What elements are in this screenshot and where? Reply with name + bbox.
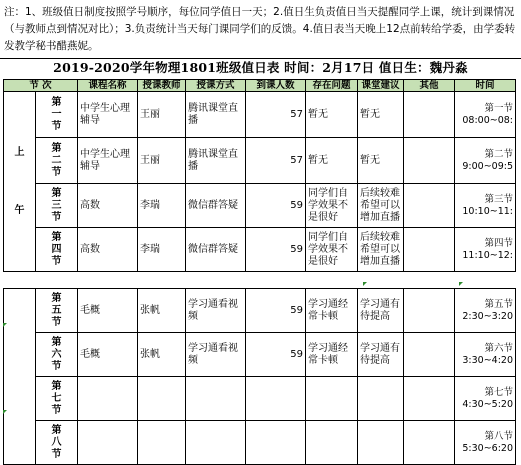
table-row (4, 138, 516, 184)
teacher-cell: 李瑞 (138, 184, 186, 228)
break-row (4, 272, 516, 289)
attendance-cell: 57 (246, 138, 306, 184)
table-row (4, 421, 516, 465)
issues-cell: 学习通经常卡顿 (306, 289, 358, 333)
time-cell (455, 92, 516, 138)
suggestions-cell (358, 377, 404, 421)
course-cell: 毛概 (78, 333, 138, 377)
method-cell: 微信群答疑 (186, 228, 246, 272)
method-cell: 腾讯课堂直播 (186, 138, 246, 184)
suggestions-cell: 学习通有待提高 (358, 289, 404, 333)
course-cell: 毛概 (78, 289, 138, 333)
other-cell (404, 377, 455, 421)
session-afternoon (4, 289, 36, 465)
comment-marker-icon (459, 282, 463, 286)
course-cell (78, 421, 138, 465)
other-cell (404, 333, 455, 377)
header-row (4, 80, 516, 92)
issues-cell: 学习通经常卡顿 (306, 333, 358, 377)
period-cell: 第三节 (36, 184, 78, 228)
time-cell (455, 421, 516, 465)
teacher-cell: 王丽 (138, 138, 186, 184)
table-title: 2019-2020学年物理1801班级值日表 时间：2月17日 值日生：魏丹淼 (53, 60, 468, 75)
header-session: 节 次 (4, 80, 78, 92)
issues-cell: 暂无 (306, 138, 358, 184)
period-cell: 第六节 (36, 333, 78, 377)
other-cell (404, 138, 455, 184)
time-range: 3:30~4:20 (462, 354, 513, 366)
suggestions-cell: 暂无 (358, 92, 404, 138)
time-range: 08:00~08: (462, 114, 513, 126)
period-cell: 第一节 (36, 92, 78, 138)
other-cell (404, 421, 455, 465)
attendance-cell: 57 (246, 92, 306, 138)
break-cell (4, 272, 516, 289)
time-label: 第三节 (484, 193, 513, 205)
teacher-cell (138, 377, 186, 421)
course-cell: 中学生心理辅导 (78, 92, 138, 138)
time-cell (455, 333, 516, 377)
teacher-cell: 张帆 (138, 333, 186, 377)
attendance-cell: 59 (246, 228, 306, 272)
time-cell (455, 377, 516, 421)
table-row (4, 184, 516, 228)
course-cell: 高数 (78, 228, 138, 272)
period-cell: 第八节 (36, 421, 78, 465)
method-cell: 微信群答疑 (186, 184, 246, 228)
time-cell (455, 138, 516, 184)
instruction-note: 注：1、班级值日制度按照学号顺序，每位同学值日一天；2.值日生负责值日当天提醒同学上课，统计到课情况（与教师点到情况对比）；3.负责统计当天每门课同学们的反馈。4.值日表当天晚上12点前转给学委，由学委转发教学秘书醋燕妮。 (4, 6, 516, 52)
table-row (4, 228, 516, 272)
time-label: 第八节 (484, 430, 513, 442)
issues-cell: 同学们自学效果不是很好 (306, 184, 358, 228)
attendance-cell (246, 421, 306, 465)
header-time: 时间 (455, 80, 516, 92)
table-row (4, 92, 516, 138)
attendance-cell: 59 (246, 184, 306, 228)
session-morning-label: 上午 (14, 146, 25, 216)
method-cell (186, 421, 246, 465)
header-attendance: 到课人数 (246, 80, 306, 92)
comment-marker-icon (3, 323, 7, 327)
other-cell (404, 228, 455, 272)
header-course: 课程名称 (78, 80, 138, 92)
method-cell (186, 377, 246, 421)
other-cell (404, 289, 455, 333)
table-row (4, 333, 516, 377)
comment-marker-icon (363, 282, 367, 286)
suggestions-cell: 后续较难希望可以增加直播 (358, 228, 404, 272)
issues-cell (306, 421, 358, 465)
teacher-cell: 张帆 (138, 289, 186, 333)
issues-cell: 暂无 (306, 92, 358, 138)
course-cell: 中学生心理辅导 (78, 138, 138, 184)
time-cell (455, 184, 516, 228)
period-cell: 第五节 (36, 289, 78, 333)
time-label: 第六节 (484, 342, 513, 354)
time-label: 第七节 (484, 386, 513, 398)
teacher-cell: 王丽 (138, 92, 186, 138)
time-range: 11:10~12: (462, 249, 513, 261)
header-suggestions: 课堂建议 (358, 80, 404, 92)
method-cell: 学习通看视频 (186, 333, 246, 377)
attendance-cell: 59 (246, 289, 306, 333)
time-range: 4:30~5:20 (462, 398, 513, 410)
header-method: 授课方式 (186, 80, 246, 92)
duty-table (3, 79, 516, 465)
time-range: 10:10~11: (462, 205, 513, 217)
time-label: 第五节 (484, 298, 513, 310)
time-label: 第二节 (484, 148, 513, 160)
suggestions-cell (358, 421, 404, 465)
header-issues: 存在问题 (306, 80, 358, 92)
method-cell: 腾讯课堂直播 (186, 92, 246, 138)
teacher-cell (138, 421, 186, 465)
table-row (4, 377, 516, 421)
time-label: 第一节 (484, 102, 513, 114)
method-cell: 学习通看视频 (186, 289, 246, 333)
attendance-cell: 59 (246, 333, 306, 377)
suggestions-cell: 暂无 (358, 138, 404, 184)
comment-marker-icon (3, 410, 7, 414)
other-cell (404, 184, 455, 228)
period-cell: 第四节 (36, 228, 78, 272)
attendance-cell (246, 377, 306, 421)
time-range: 9:00~09:5 (462, 160, 513, 172)
other-cell (404, 92, 455, 138)
table-row (4, 289, 516, 333)
time-range: 5:30~6:20 (462, 442, 513, 454)
suggestions-cell: 学习通有待提高 (358, 333, 404, 377)
issues-cell: 同学们自学效果不是很好 (306, 228, 358, 272)
time-label: 第四节 (484, 237, 513, 249)
period-cell: 第二节 (36, 138, 78, 184)
header-other: 其他 (404, 80, 455, 92)
issues-cell (306, 377, 358, 421)
divider (0, 58, 521, 59)
session-morning (4, 92, 36, 272)
time-range: 2:30~3:20 (462, 310, 513, 322)
course-cell (78, 377, 138, 421)
time-cell (455, 289, 516, 333)
suggestions-cell: 后续较难希望可以增加直播 (358, 184, 404, 228)
period-cell: 第七节 (36, 377, 78, 421)
teacher-cell: 李瑞 (138, 228, 186, 272)
time-cell (455, 228, 516, 272)
course-cell: 高数 (78, 184, 138, 228)
header-teacher: 授课教师 (138, 80, 186, 92)
